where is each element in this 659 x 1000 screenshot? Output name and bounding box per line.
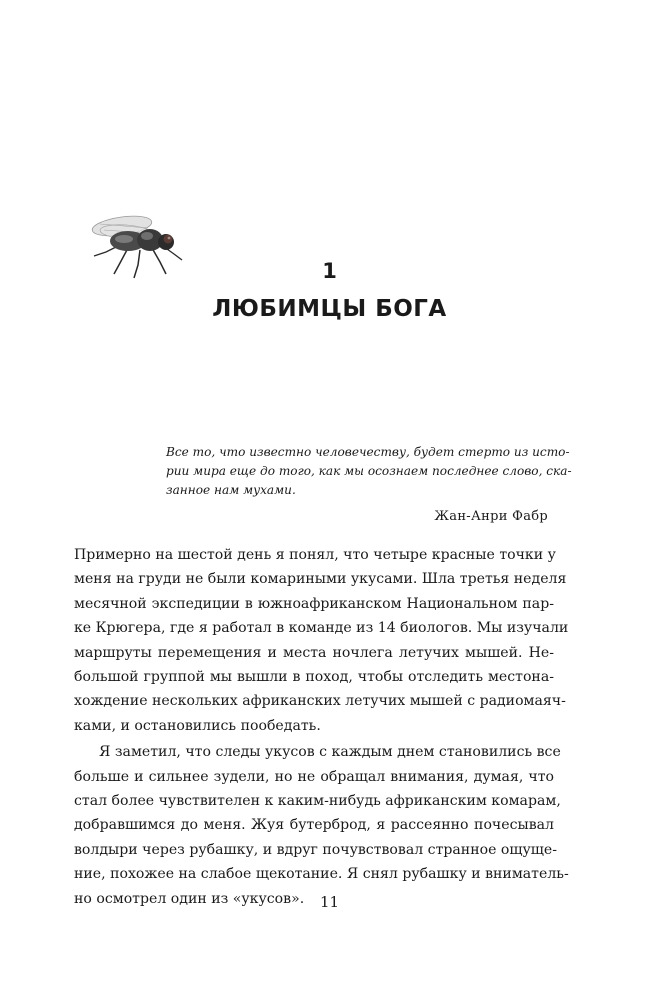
- text-line: маршруты перемещения и места ночлега летучих мышей. Не-: [74, 644, 554, 661]
- text-line: стал более чувствителен к каким-нибудь африканским комарам,: [74, 793, 561, 810]
- epigraph-text: [166, 443, 572, 500]
- text-line: меня на груди не были комариными укусами. Шла третья неделя: [74, 571, 567, 588]
- paragraph: [74, 543, 569, 738]
- text-line: Я заметил, что следы укусов с каждым днем становились все: [99, 744, 561, 761]
- epigraph-author: Жан-Анри Фабр: [434, 509, 548, 524]
- epigraph-line: Все то, что известно человечеству, будет стерто из исто-: [166, 445, 570, 459]
- page-number: 11: [319, 893, 340, 911]
- text-line: ке Крюгера, где я работал в команде из 14 биологов. Мы изучали: [74, 620, 569, 637]
- paragraph: [74, 740, 569, 911]
- text-line: месячной экспедиции в южноафриканском Национальном пар-: [74, 595, 554, 612]
- chapter-title: ЛЮБИМЦЫ БОГА: [212, 296, 447, 322]
- text-line: волдыри через рубашку, и вдруг почувствовал странное ощуще-: [74, 841, 557, 858]
- text-line: но осмотрел один из «укусов».: [74, 890, 305, 907]
- text-line: ние, похожее на слабое щекотание. Я снял рубашку и вниматель-: [74, 866, 569, 883]
- text-line: Примерно на шестой день я понял, что четыре красные точки у: [74, 547, 556, 563]
- epigraph: [166, 443, 572, 524]
- text-line: большой группой мы вышли в поход, чтобы отследить местона-: [74, 669, 554, 686]
- epigraph-line: рии мира еще до того, как мы осознаем последнее слово, ска-: [166, 464, 572, 478]
- epigraph-line: занное нам мухами.: [166, 483, 296, 497]
- text-line: больше и сильнее зудели, но не обращал внимания, думая, что: [74, 768, 554, 785]
- text-line: хождение нескольких африканских летучих мышей с радиомаяч-: [74, 693, 566, 710]
- body-text: [74, 543, 569, 911]
- text-line: ками, и остановились пообедать.: [74, 717, 321, 734]
- text-line: добравшимся до меня. Жуя бутерброд, я рассеянно почесывал: [74, 817, 554, 834]
- chapter-number: 1: [322, 259, 337, 283]
